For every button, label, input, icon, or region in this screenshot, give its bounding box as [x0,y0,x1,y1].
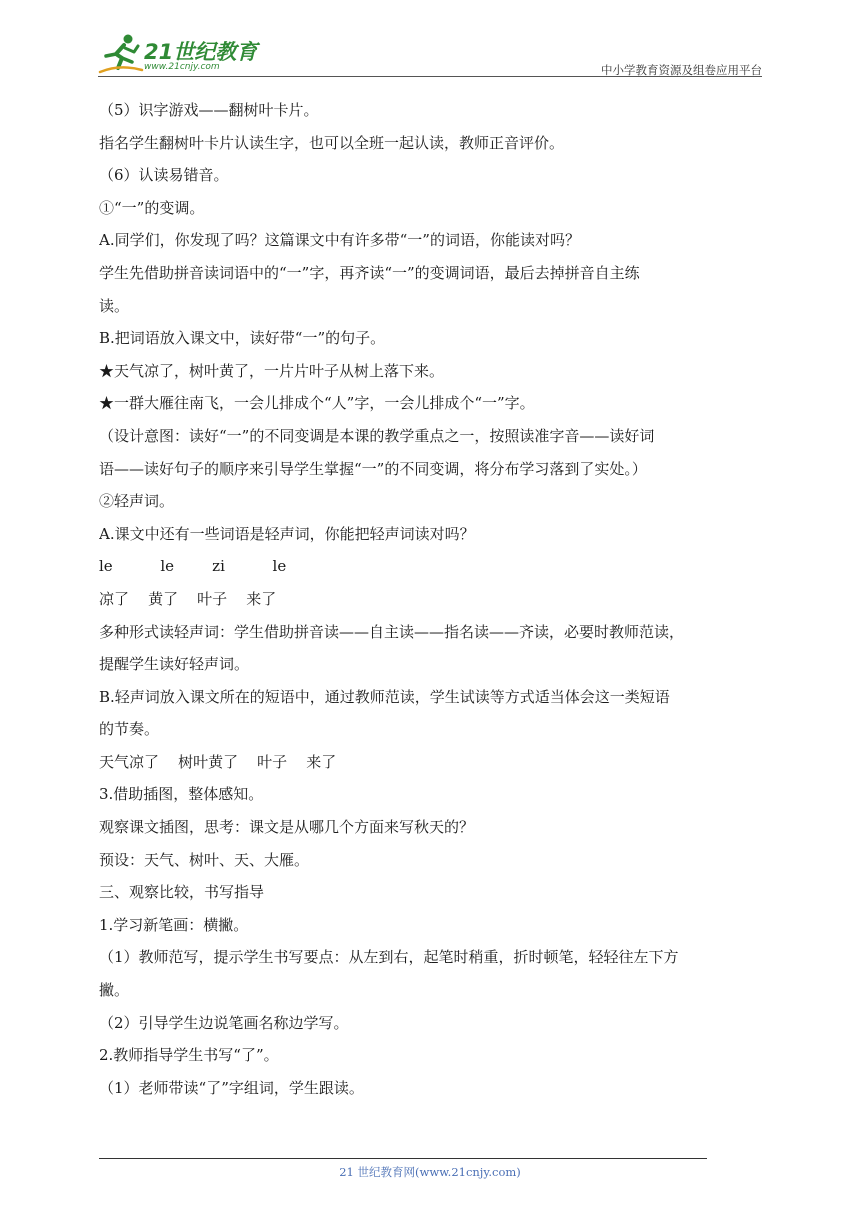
document-body [99,94,763,1104]
page-footer: 21 世纪教育网(www.21cnjy.com) [339,1165,521,1179]
text-line: ★天气凉了，树叶黄了，一片片叶子从树上落下来。 [99,361,445,380]
footer-divider [99,1158,707,1159]
pinyin-line: le le zi le [99,557,287,576]
text-line: 提醒学生读好轻声词。 [99,655,250,674]
text-line: A.同学们，你发现了吗？这篇课文中有许多带“一”的词语，你能读对吗？ [99,231,580,250]
text-line: 2.教师指导学生书写“了”。 [99,1046,279,1065]
text-line: 语——读好句子的顺序来引导学生掌握“一”的不同变调，将分布学习落到了实处。） [99,459,647,478]
text-line: ①“一”的变调。 [99,198,205,217]
text-line: 1.学习新笔画：横撇。 [99,915,249,934]
text-line: 多种形式读轻声词：学生借助拼音读——自主读——指名读——齐读，必要时教师范读， [99,622,685,641]
logo-wordmark: 21世纪教育 [144,40,258,64]
text-line: 指名学生翻树叶卡片认读生字，也可以全班一起认读，教师正音评价。 [99,133,565,152]
header-divider [98,76,762,77]
text-line: （1）教师范写，提示学生书写要点：从左到右，起笔时稍重，折时顿笔，轻轻往左下方 [99,948,679,967]
text-line: （2）引导学生边说笔画名称边学写。 [99,1013,349,1032]
text-line: 3.借助插图，整体感知。 [99,785,264,804]
text-line: （1）老师带读“了”字组词，学生跟读。 [99,1078,364,1097]
text-line: 的节奏。 [99,720,160,739]
text-line: 学生先借助拼音读词语中的“一”字，再齐读“一”的变调词语，最后去掉拼音自主练 [99,263,640,282]
site-logo [98,30,268,76]
text-line: （6）认读易错音。 [99,166,229,185]
text-line: 观察课文插图，思考：课文是从哪几个方面来写秋天的？ [99,818,475,837]
platform-name: 中小学教育资源及组卷应用平台 [601,63,762,77]
text-line: （5）识字游戏——翻树叶卡片。 [99,101,319,119]
text-line: 天气凉了 树叶黄了 叶子 来了 [99,752,337,771]
section-heading: 三、观察比较，书写指导 [99,883,265,902]
text-line: 撇。 [99,981,130,1000]
text-line: 凉了 黄了 叶子 来了 [99,589,277,608]
page-header [98,30,762,78]
text-line: A.课文中还有一些词语是轻声词，你能把轻声词读对吗？ [99,524,475,543]
text-line: B.轻声词放入课文所在的短语中，通过教师范读，学生试读等方式适当体会这一类短语 [99,687,670,706]
logo-url: www.21cnjy.com [144,62,220,72]
text-line: ②轻声词。 [99,492,175,511]
runner-logo-icon [98,32,144,74]
text-line: （设计意图：读好“一”的不同变调是本课的教学重点之一，按照读准字音——读好词 [99,426,655,445]
text-line: B.把词语放入课文中，读好带“一”的句子。 [99,329,386,348]
text-line: 预设：天气、树叶、天、大雁。 [99,850,310,869]
text-line: 读。 [99,296,130,315]
text-line: ★一群大雁往南飞，一会儿排成个“人”字，一会儿排成个“一”字。 [99,394,535,413]
